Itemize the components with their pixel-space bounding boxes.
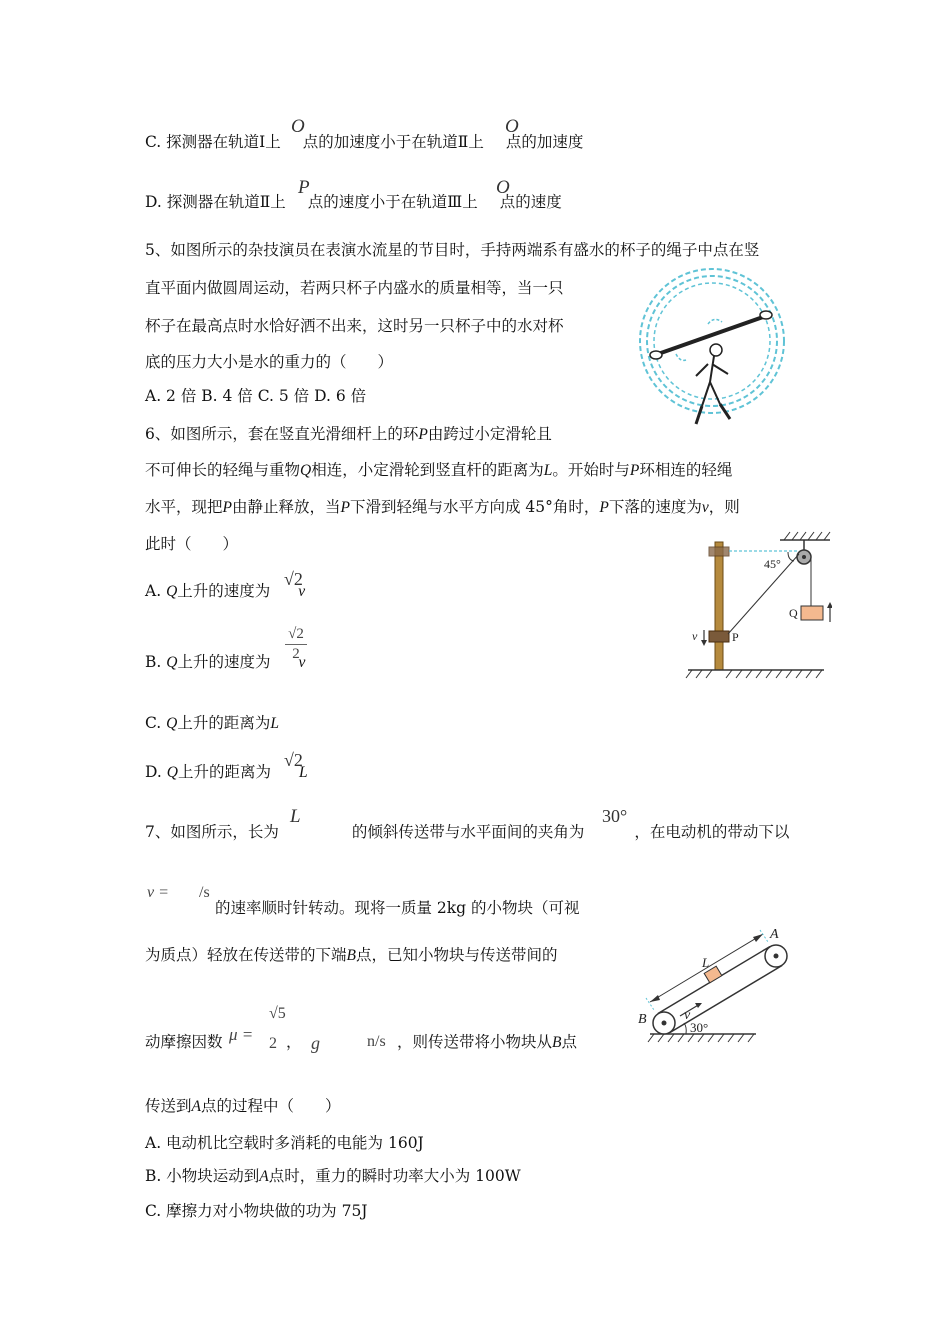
q4-option-d: D. 探测器在轨道Ⅱ上 点的速度小于在轨道Ⅲ上 点的速度 <box>145 193 562 211</box>
q6-a-sqrt2: √2 <box>284 569 303 589</box>
fig6-v-label: v <box>692 629 698 643</box>
q5-line4: 底的压力大小是水的重力的（ ） <box>145 353 394 371</box>
q4-c-o1: O <box>291 116 305 137</box>
q7-option-a: A. 电动机比空载时多消耗的电能为 160J <box>145 1134 424 1152</box>
fig7-b-label: B <box>638 1012 647 1027</box>
q5-options: A. 2 倍 B. 4 倍 C. 5 倍 D. 6 倍 <box>145 387 367 405</box>
q7-line5: 传送到A点的过程中（ ） <box>145 1097 341 1115</box>
q4-d-p: P <box>298 177 310 198</box>
q5-line2: 直平面内做圆周运动，若两只杯子内盛水的质量相等，当一只 <box>145 279 564 297</box>
fig6-q-label: Q <box>789 606 798 620</box>
fig7-v-label: v <box>684 1008 691 1023</box>
water-meteor-figure <box>636 264 790 434</box>
q7-line3: 为质点）轻放在传送带的下端B点，已知小物块与传送带间的 <box>145 946 558 964</box>
q6-line3: 水平，现把P由静止释放，当P下滑到轻绳与水平方向成 45°角时，P下落的速度为v，则 <box>145 498 740 516</box>
q4-option-c: C. 探测器在轨道Ⅰ上 点的加速度小于在轨道Ⅱ上 点的加速度 <box>145 133 584 151</box>
q4-c-o2: O <box>505 116 519 137</box>
q6-option-a: A. Q上升的速度为 v <box>145 582 306 600</box>
q7-line2: v = /s 的速率顺时针转动。现将一质量 2kg 的小物块（可视 <box>147 884 580 917</box>
q7-L: L <box>290 806 301 827</box>
pulley-rod-figure <box>684 530 832 680</box>
q6-line4: 此时（ ） <box>145 535 239 553</box>
q5-line1: 5、如图所示的杂技演员在表演水流星的节目时，手持两端系有盛水的杯子的绳子中点在竖 <box>145 241 760 259</box>
q5-line3: 杯子在最高点时水恰好洒不出来，这时另一只杯子中的水对杯 <box>145 317 564 335</box>
fig6-angle-label: 45° <box>764 557 781 571</box>
fig7-a-label: A <box>770 927 779 942</box>
conveyor-belt-figure <box>636 922 796 1052</box>
q6-b-fraction: √2 2 <box>285 626 307 663</box>
q7-option-c: C. 摩擦力对小物块做的功为 75J <box>145 1202 368 1220</box>
fraction-bar <box>285 644 307 645</box>
q6-option-d: D. Q上升的距离为 L <box>145 763 308 781</box>
q7-option-b: B. 小物块运动到A点时，重力的瞬时功率大小为 100W <box>145 1167 521 1185</box>
q4-d-o: O <box>496 177 510 198</box>
q7-line4: 动摩擦因数 μ = √5 2 ， g n/s ，则传送带将小物块从B点 <box>145 1005 577 1053</box>
q7-angle: 30° <box>602 806 628 826</box>
q6-line1: 6、如图所示，套在竖直光滑细杆上的环P由跨过小定滑轮且 <box>145 425 552 443</box>
fig7-l-label: L <box>702 955 710 970</box>
fig6-p-label: P <box>732 630 739 644</box>
q7-line1: 7、如图所示，长为 的倾斜传送带与水平面间的夹角为 ，在电动机的带动下以 <box>145 823 790 841</box>
q6-option-c: C. Q上升的距离为L <box>145 714 280 732</box>
q6-option-b: B. Q上升的速度为 v <box>145 653 306 671</box>
q6-d-sqrt2: √2 <box>284 750 303 770</box>
fig7-angle-label: 30° <box>690 1020 709 1035</box>
q6-line2: 不可伸长的轻绳与重物Q相连，小定滑轮到竖直杆的距离为L。开始时与P环相连的轻绳 <box>145 461 733 479</box>
